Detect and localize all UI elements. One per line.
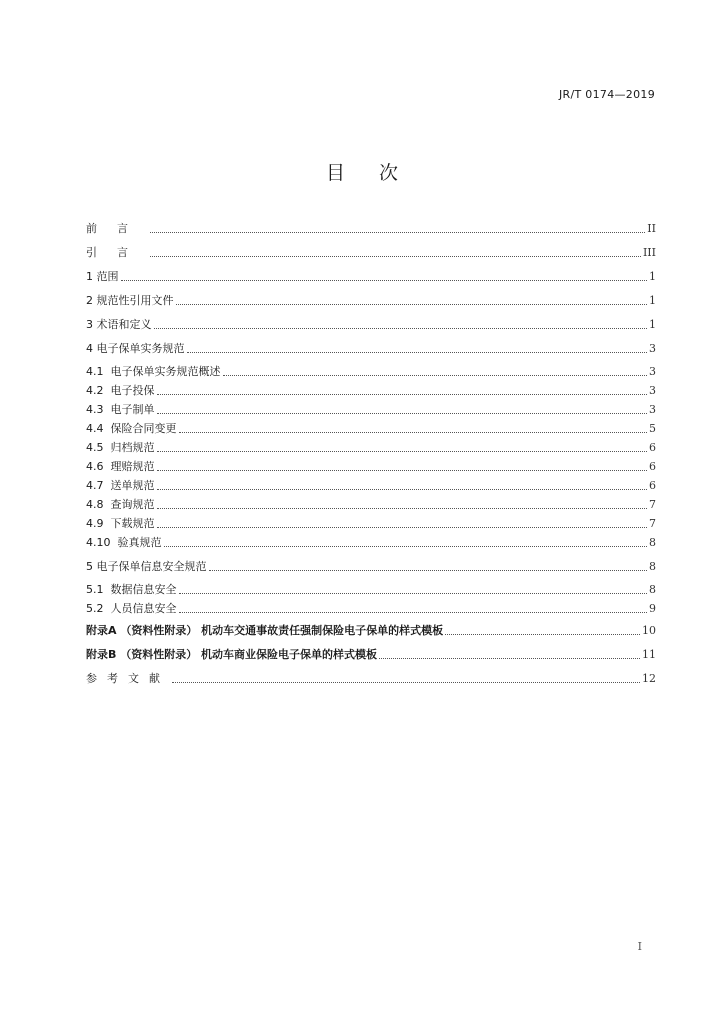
toc-entry-label: 4.7 送单规范 <box>86 479 155 492</box>
toc-entry-label: 4.4 保险合同变更 <box>86 422 177 435</box>
toc-entry-label: 4.8 查询规范 <box>86 498 155 511</box>
toc-leader-dots <box>157 393 648 395</box>
toc-entry-page: 1 <box>649 294 656 307</box>
toc-entry[interactable] <box>86 532 656 550</box>
toc-entry-page: 12 <box>642 672 656 685</box>
toc-entry-label: 4.10 验真规范 <box>86 536 162 549</box>
toc-entry-label: 引言 <box>86 246 148 259</box>
toc-entry-label: 1 范围 <box>86 270 119 283</box>
toc-entry-page: 6 <box>649 479 656 492</box>
toc-entry-label: 4.1 电子保单实务规范概述 <box>86 365 221 378</box>
toc-entry[interactable] <box>86 266 656 284</box>
toc-entry-page: 1 <box>649 270 656 283</box>
toc-entry-label: 4 电子保单实务规范 <box>86 342 185 355</box>
toc-leader-dots <box>157 412 648 414</box>
toc-leader-dots <box>157 488 648 490</box>
toc-entry-page: 6 <box>649 460 656 473</box>
toc-entry-label: 4.2 电子投保 <box>86 384 155 397</box>
toc-leader-dots <box>154 327 648 329</box>
toc-entry[interactable] <box>86 399 656 417</box>
toc-leader-dots <box>223 374 648 376</box>
toc-entry-label: 5 电子保单信息安全规范 <box>86 560 207 573</box>
toc-entry-page: 8 <box>649 583 656 596</box>
toc-entry-page: 8 <box>649 536 656 549</box>
toc-leader-dots <box>176 303 648 305</box>
toc-entry-page: 9 <box>649 602 656 615</box>
toc-leader-dots <box>179 431 648 433</box>
toc-entry-label: 前言 <box>86 222 148 235</box>
toc-entry-label: 4.5 归档规范 <box>86 441 155 454</box>
toc-leader-dots <box>209 569 648 571</box>
toc-leader-dots <box>157 450 648 452</box>
toc-entry[interactable] <box>86 579 656 597</box>
toc-entry-label: 4.9 下载规范 <box>86 517 155 530</box>
toc-leader-dots <box>164 545 648 547</box>
toc-entry-page: 3 <box>649 365 656 378</box>
document-code: JR/T 0174—2019 <box>559 88 655 101</box>
toc-leader-dots <box>179 592 648 594</box>
toc-entry[interactable] <box>86 380 656 398</box>
toc-entry-label: 3 术语和定义 <box>86 318 152 331</box>
toc-leader-dots <box>150 255 641 257</box>
toc-leader-dots <box>150 231 645 233</box>
toc-entry[interactable] <box>86 644 656 662</box>
toc-entry[interactable] <box>86 513 656 531</box>
toc-entry[interactable] <box>86 437 656 455</box>
toc-entry[interactable] <box>86 361 656 379</box>
toc-entry[interactable] <box>86 494 656 512</box>
toc-entry-page: 7 <box>649 517 656 530</box>
toc-entry-page: 3 <box>649 403 656 416</box>
toc-entry-page: 8 <box>649 560 656 573</box>
toc-entry-page: 5 <box>649 422 656 435</box>
toc-leader-dots <box>379 657 640 659</box>
toc-entry[interactable] <box>86 598 656 616</box>
toc-entry[interactable] <box>86 242 656 260</box>
toc-entry-page: 10 <box>642 624 656 637</box>
toc-entry-page: II <box>647 222 656 235</box>
toc-entry[interactable] <box>86 668 656 686</box>
toc-entry[interactable] <box>86 475 656 493</box>
toc-entry-page: 3 <box>649 342 656 355</box>
toc-entry-page: 11 <box>642 648 656 661</box>
toc-entry[interactable] <box>86 290 656 308</box>
toc-entry-label: 附录A （资料性附录） 机动车交通事故责任强制保险电子保单的样式模板 <box>86 624 444 637</box>
toc-entry[interactable] <box>86 218 656 236</box>
toc-entry[interactable] <box>86 338 656 356</box>
toc-entry-page: 6 <box>649 441 656 454</box>
toc-entry-label: 4.3 电子制单 <box>86 403 155 416</box>
toc-entry-page: 1 <box>649 318 656 331</box>
toc-entry[interactable] <box>86 314 656 332</box>
page-number: I <box>637 940 642 953</box>
toc-leader-dots <box>187 351 648 353</box>
toc-leader-dots <box>157 507 648 509</box>
toc-entry[interactable] <box>86 456 656 474</box>
toc-entry-label: 5.1 数据信息安全 <box>86 583 177 596</box>
toc-leader-dots <box>445 633 640 635</box>
toc-entry-page: 3 <box>649 384 656 397</box>
toc-leader-dots <box>179 611 648 613</box>
toc-entry[interactable] <box>86 556 656 574</box>
toc-leader-dots <box>157 469 648 471</box>
toc-entry-label: 2 规范性引用文件 <box>86 294 174 307</box>
toc-entry-label: 4.6 理赔规范 <box>86 460 155 473</box>
page-title: 目次 <box>325 162 432 184</box>
toc-leader-dots <box>121 279 648 281</box>
toc-entry-label: 附录B （资料性附录） 机动车商业保险电子保单的样式模板 <box>86 648 378 661</box>
toc-entry-label: 参考文献 <box>86 672 170 685</box>
toc-entry-label: 5.2 人员信息安全 <box>86 602 177 615</box>
toc-leader-dots <box>172 681 640 683</box>
toc-entry[interactable] <box>86 620 656 638</box>
toc-entry-page: III <box>642 246 656 259</box>
toc-entry-page: 7 <box>649 498 656 511</box>
toc-leader-dots <box>157 526 648 528</box>
toc-entry[interactable] <box>86 418 656 436</box>
